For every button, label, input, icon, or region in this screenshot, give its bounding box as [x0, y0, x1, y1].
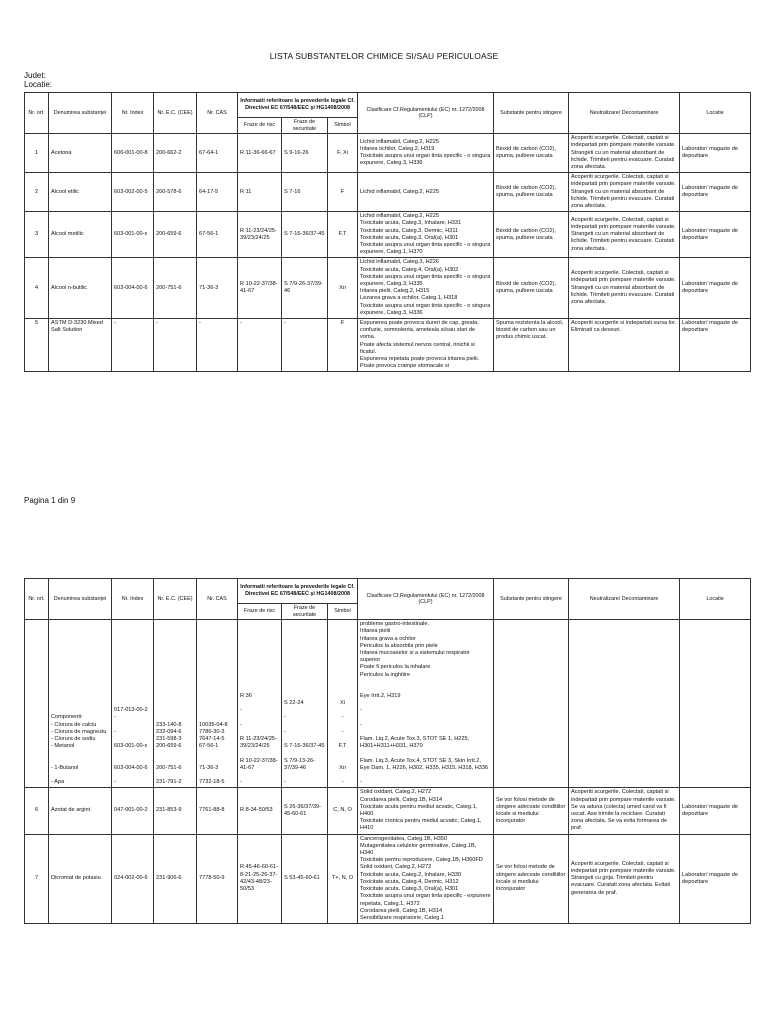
safety-phrases: S 26-36/37/39-45-60-61 [282, 788, 328, 834]
risk-phrases: R 11-23/24/25-39/23/24/25 [238, 212, 282, 258]
header-substante: Substante pentru stingere [494, 579, 569, 620]
components-cas: 10035-04-8 7786-30-3 7647-14-5 67-56-1 71-36-3 7732-18-5 [197, 620, 238, 788]
table-row [25, 212, 751, 258]
substance-name: ASTM D-3230 Mixed Salt Solution [49, 319, 112, 372]
hazard-symbol: F [328, 319, 358, 372]
judet-label: Judet: [24, 71, 46, 80]
header-ec: Nr. E.C. (CEE) [154, 93, 197, 134]
hazard-symbol: T+, N, O [328, 834, 358, 923]
table-row-continuation [25, 620, 751, 788]
substances-table-page-1 [24, 92, 751, 372]
page-number: Pagina 1 din 9 [24, 496, 76, 505]
ec-number: 200-662-2 [154, 134, 197, 173]
header-fraze-risc: Fraze de risc [238, 118, 282, 134]
components-risc: R 36 - - R 11-23/24/25-39/23/24/25 R 10-22-37/38-41-67 - [238, 620, 282, 788]
row-number: 2 [25, 173, 49, 212]
location: Laborator/ magazie de depozitare [680, 258, 751, 319]
components-simbol: Xi - - F,T Xn - [328, 620, 358, 788]
index-number: 603-002-00-5 [112, 173, 154, 212]
index-number: 603-004-00-6 [112, 258, 154, 319]
cas-number: 7761-88-8 [197, 788, 238, 834]
header-info-group: Informatii referitoare la prevederile legale Cf. Directivei EC 67/548/EEC şi HG1408/2008 [238, 93, 358, 118]
safety-phrases: S 53-45-60-61 [282, 834, 328, 923]
hazard-symbol: Xn [328, 258, 358, 319]
cas-number: - [197, 319, 238, 372]
risk-phrases: R 11 [238, 173, 282, 212]
clp-components: Eye Irrit.2, H319 - - Flam. Liq.2, Acute Tox.3, STOT SE 1, H225, H301+H311+H331, H370 Flam. Liq.3, Acute Tox.4, STOT SE 3, Skin Irrit.2, Eye Dam. 1, H226, H302, H335, H315, H318, H336 - [360, 692, 489, 786]
row-number: 6 [25, 788, 49, 834]
neutralization: Acoperiti scurgerile. Colectati, captati si indepartati prin pompare materiile varsate. Strangeti cu un material absorbant de lichide. Trimiteti pentru evacuare. Curatati zona afectata. [569, 212, 680, 258]
safety-phrases: S 7-16 [282, 173, 328, 212]
table-row [25, 788, 751, 834]
components-sec: S 22-24 - - S 7-16-36/37-45 S 7/9-13-26-37/39-46 - [282, 620, 328, 788]
row-number: 3 [25, 212, 49, 258]
header-simbol: Simbol [328, 604, 358, 620]
header-denumirea: Denumirea substanței [49, 579, 112, 620]
header-fraze-sec: Fraze de securitate [282, 118, 328, 134]
header-substante: Substante pentru stingere [494, 93, 569, 134]
ec-number: 200-751-6 [154, 258, 197, 319]
cas-number: 67-64-1 [197, 134, 238, 173]
location: Laborator/ magazie de depozitare [680, 788, 751, 834]
safety-phrases: S 7/9-26-37/39-46 [282, 258, 328, 319]
header-denumirea: Denumirea substanței [49, 93, 112, 134]
header-index: Nr. Index [112, 579, 154, 620]
risk-phrases: R 10-22-37/38-41-67 [238, 258, 282, 319]
components-ec: 233-140-8 232-094-6 231-598-3 200-659-6 200-751-6 231-791-2 [154, 620, 197, 788]
cas-number: 67-56-1 [197, 212, 238, 258]
ec-number: 231-853-9 [154, 788, 197, 834]
header-index: Nr. Index [112, 93, 154, 134]
clp-classification: Lichid inflamabil, Categ.2, H225 Toxicitate acuta, Categ.3, Inhalare, H331 Toxicitate acuta, Categ.3, Dermic, H311 Toxicitate acuta, Categ.3, Oral(a), H301 Toxicitate asupra unui organ tinta specific - o singura expunere, Categ.1, H370 [358, 212, 494, 258]
substance-name: Alcool n-butilic [49, 258, 112, 319]
ec-number: - [154, 319, 197, 372]
clp-classification: Expunerea poate provoca dureri de cap, greata, confuzie, somnolenta, ameteala si/sau stari de voma. Poate afecta sistemul nervos central, rinichii si ficatul. Expunerea repetata poate provoca iritarea pielii. Poate provoca crampe stomacale si [358, 319, 494, 372]
clp-continuation: probleme gastro-intestinale. Iritarea pielii Iritarea grava a ochilor Periculos la absorbtia prin piele Iritarea mucoaselor si a sistemului respirator superior Poate fi periculos la inhalare Periculos la inghitire [360, 621, 470, 678]
location: Laborator/ magazie de depozitare [680, 319, 751, 372]
row-number: 5 [25, 319, 49, 372]
locatie-label: Locatie: [24, 80, 53, 89]
header-info-group: Informatii referitoare la prevederile legale Cf. Directivei EC 67/548/EEC şi HG1408/2008 [238, 579, 358, 604]
location: Laborator/ magazie de depozitare [680, 134, 751, 173]
clp-classification: Lichid inflamabil, Categ.2, H225 [358, 173, 494, 212]
safety-phrases: S 7-16-36/37-45 [282, 212, 328, 258]
risk-phrases: - [238, 319, 282, 372]
neutralization: Acoperiti scurgerile. Colectati, captati si indepartati prin pompare materiile varsate. Strangeti cu un material absorbant de lichide. Trimiteti pentru evacuare. Curatati zona afectata. [569, 173, 680, 212]
extinguishing-agents: Spuma rezistenta la alcool, bioxid de carbon sau un produs chimic uscat. [494, 319, 569, 372]
table-row [25, 134, 751, 173]
header-locatie: Locatie [680, 579, 751, 620]
index-number: 606-001-00-8 [112, 134, 154, 173]
header-cas: Nr. CAS [197, 579, 238, 620]
index-number: 603-001-00-x [112, 212, 154, 258]
clp-classification: Solid oxidant, Categ.2, H272 Corodarea pielii, Categ.1B, H314 Toxicitate acuta pentru mediul acvatic, Categ.1, H400 Toxicitate cronica pentru mediul acvatic, Categ.1, H410 [358, 788, 494, 834]
index-number: 047-001-00-2 [112, 788, 154, 834]
header-fraze-sec: Fraze de securitate [282, 604, 328, 620]
header-ec: Nr. E.C. (CEE) [154, 579, 197, 620]
header-simbol: Simbol [328, 118, 358, 134]
ec-number: 200-578-6 [154, 173, 197, 212]
safety-phrases: S 9-16-26 [282, 134, 328, 173]
extinguishing-agents: Bioxid de carbon (CO2), spuma, pulbere uscata [494, 258, 569, 319]
location: Laborator/ magazie de depozitare [680, 212, 751, 258]
neutralization: Acoperiti scurgerile. Colectati, captati si indepartati prin pompare materiile varsate. Strangeti cu un material absorbant de lichide. Trimiteti pentru evacuare. Curatati zona afectata. [569, 134, 680, 173]
substance-name: Alcool etilic [49, 173, 112, 212]
location: Laborator/ magazie de depozitare [680, 173, 751, 212]
neutralization: Acoperiti scurgerile si indepartati sursa lor. Eliminati ca deseuri. [569, 319, 680, 372]
risk-phrases: R 11-36-66-67 [238, 134, 282, 173]
header-cas: Nr. CAS [197, 93, 238, 134]
row-number: 7 [25, 834, 49, 923]
components-names: Componenti: - Clorura de calciu - Clorura de magneziu - Clorura de sodiu - Metanol - 1-Butanol - Apa [49, 620, 112, 788]
risk-phrases: R 45-46-60-61-8-21-25-26-37-42/43-48/23-50/53 [238, 834, 282, 923]
clp-classification: Lichid inflamabil, Categ.3, H226 Toxicitate acuta, Categ.4, Oral(a), H302 Toxicitate asupra unui organ tinta specific - o singura expunere, Categ.3, H335 Iritarea pielii, Categ.2, H315 Lezarea grava a ochilor, Categ.1, H318 Toxicitate asupra unui organ tinta specific - o singura expunere, Categ.3, H336 [358, 258, 494, 319]
ec-number: 231-906-6 [154, 834, 197, 923]
cas-number: 7778-50-9 [197, 834, 238, 923]
hazard-symbol: F [328, 173, 358, 212]
hazard-symbol: F,T [328, 212, 358, 258]
ec-number: 200-659-6 [154, 212, 197, 258]
index-number: 024-002-00-6 [112, 834, 154, 923]
header-neutralizare: Neutralizare/ Decontaminare [569, 579, 680, 620]
substance-name: Alcool metilic [49, 212, 112, 258]
clp-classification: Cancerogenitatea, Categ.1B, H350 Mutagenitatea celulelor germinative, Categ.1B, H340 Toxicitate pentru reproducere, Categ.1B, H360FD Solid oxidant, Categ.2, H272 Toxicitate acuta, Categ.2, Inhalare, H330 Toxicitate acuta, Categ.4, Dermic, H312 Toxicitate acuta, Categ.3, Oral(a), H301 Toxicitate asupra unui organ tinta specific - expunere repetata, Categ.1, H372 Corodarea pielii, Categ.1B, H314 Sensibilizare respiratorie, Categ.1 [358, 834, 494, 923]
extinguishing-agents: Se vor folosi metode de stingere adecvate conditiilor locale si mediului inconjurator [494, 834, 569, 923]
extinguishing-agents: Bioxid de carbon (CO2), spuma, pulbere uscata [494, 134, 569, 173]
cas-number: 71-36-3 [197, 258, 238, 319]
substance-name: Acetona [49, 134, 112, 173]
neutralization: Acoperiti scurgerile. Colectati, captati si indepartati prin pompare materiile varsate. Strangeti cu grija. Trimiteti pentru evacuare. Curatati zona afectata. Evitati generarea de praf. [569, 834, 680, 923]
neutralization: Acoperiti scurgerile. Colectati, captati si indepartati prin pompare materiile varsate. Se va aduna (colecta) umed cand va fi uscat. Ase trimite la reciclare. Curatati zona afectata. Se va evita formarea de praf. [569, 788, 680, 834]
substances-table-page-2 [24, 578, 751, 924]
table-row [25, 834, 751, 923]
substance-name: Azotat de argint [49, 788, 112, 834]
components-index: 017-013-00-2 - - 603-001-00-x 603-004-00-6 - [112, 620, 154, 788]
extinguishing-agents: Bioxid de carbon (CO2), spuma, pulbere uscata [494, 173, 569, 212]
header-nr: Nr. ort. [25, 579, 49, 620]
substance-name: Dicromat de potasiu [49, 834, 112, 923]
hazard-symbol: C, N, O [328, 788, 358, 834]
safety-phrases: - [282, 319, 328, 372]
extinguishing-agents: Se vor folosi metode de stingere adecvate conditiilor locale si mediului inconjurator [494, 788, 569, 834]
index-number: - [112, 319, 154, 372]
header-clasificare: Clasificare Cf.Regulamentului (EC) nr. 1272/2008 (CLP) [358, 93, 494, 134]
document-title: LISTA SUBSTANTELOR CHIMICE SI/SAU PERICULOASE [269, 51, 499, 61]
location: Laborator/ magazie de depozitare [680, 834, 751, 923]
risk-phrases: R 8-34-50/53 [238, 788, 282, 834]
row-number: 1 [25, 134, 49, 173]
hazard-symbol: F, Xi [328, 134, 358, 173]
cas-number: 64-17-5 [197, 173, 238, 212]
header-locatie: Locatie [680, 93, 751, 134]
header-clasificare: Clasificare Cf.Regulamentului (EC) nr. 1272/2008 (CLP) [358, 579, 494, 620]
table-row [25, 258, 751, 319]
table-row [25, 319, 751, 372]
row-number: 4 [25, 258, 49, 319]
neutralization: Acoperiti scurgerile. Colectati, captati si indepartati prin pompare materiile varsate. Strangeti cu un material absorbant de lichide. Trimiteti pentru evacuare. Curatati zona afectata. [569, 258, 680, 319]
table-row [25, 173, 751, 212]
clp-classification: Lichid inflamabil, Categ.2, H225 Iritarea ochilor, Categ.2, H319 Toxicitate asupra unui organ tinta specific - o singura expunere, Categ.3, H336 [358, 134, 494, 173]
header-nr: Nr. ort. [25, 93, 49, 134]
header-neutralizare: Neutralizare/ Decontaminare [569, 93, 680, 134]
extinguishing-agents: Bioxid de carbon (CO2), spuma, pulbere uscata [494, 212, 569, 258]
header-fraze-risc: Fraze de risc [238, 604, 282, 620]
